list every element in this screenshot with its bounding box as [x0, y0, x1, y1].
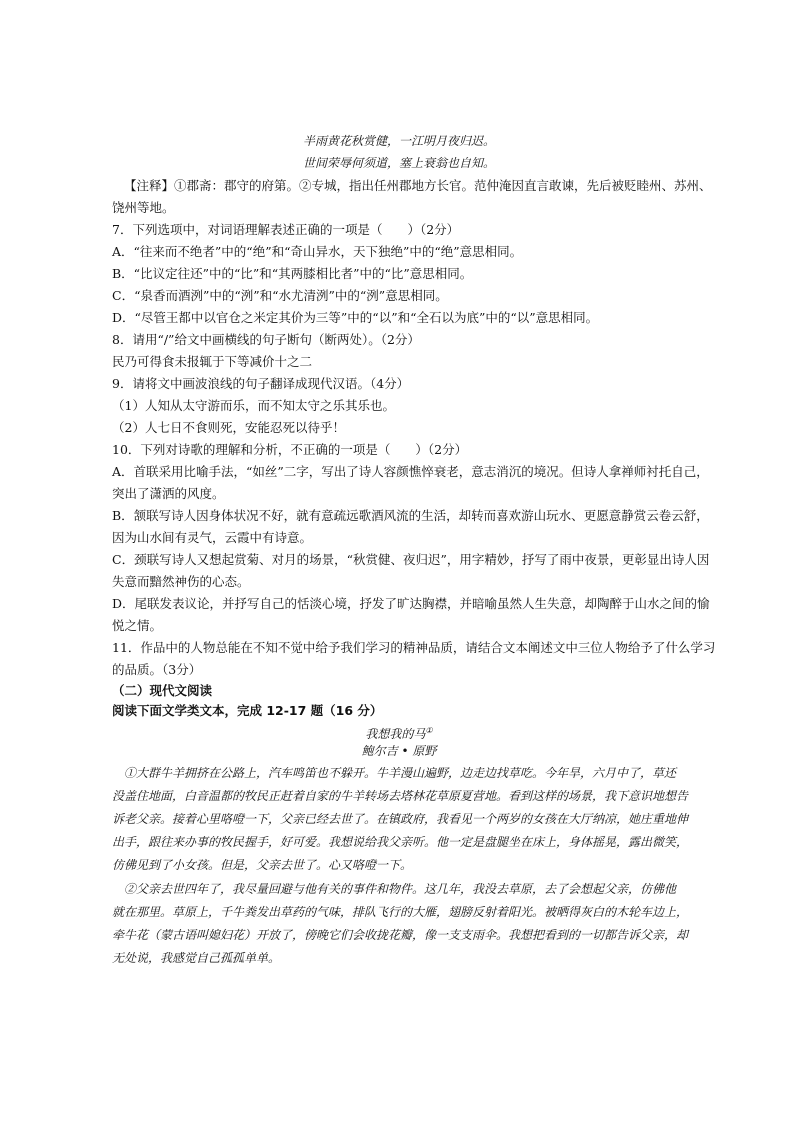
- question-7-option-c: C．“泉香而酒洌”中的“洌”和“水尤清洌”中的“洌”意思相同。: [112, 288, 448, 303]
- question-11-line-1: 11．作品中的人物总能在不知不觉中给予我们学习的精神品质，请结合文本阐述文中三位人物给予了什么学习: [112, 640, 716, 655]
- poem-line-1: 半雨黄花秋赏健，一江明月夜归迟。: [302, 134, 495, 148]
- poem-line-2: 世间荣辱何须道，塞上衰翁也自知。: [302, 156, 495, 170]
- question-10-option-d-line-1: D．尾联发表议论，并抒写自己的恬淡心境，抒发了旷达胸襟，并暗喻虽然人生失意，却陶醉于山水之间的愉: [112, 596, 710, 611]
- question-10-option-c-line-1: C．颈联写诗人又想起赏菊、对月的场景，“秋赏健、夜归迟”，用字精妙，抒写了雨中夜景，更彰显出诗人因: [112, 552, 710, 567]
- article-title-footnote-marker: ①: [425, 726, 433, 735]
- paragraph-2-line-3: 牵牛花（蒙古语叫媳妇花）开放了，傍晚它们会收拢花瓣，像一支支雨伞。我想把看到的一切都告诉父亲，却: [112, 928, 689, 942]
- question-10-option-d-line-2: 悦之情。: [112, 618, 163, 633]
- note-line-1: 【注释】①郡斋：郡守的府第。②专城，指出任州郡地方长官。范仲淹因直言敢谏，先后被贬睦州、苏州、: [124, 178, 712, 193]
- question-9-sentence-2: （2）人七日不食则死，安能忍死以待乎！: [112, 420, 345, 435]
- question-7-option-d: D．“尽管王都中以官仓之米定其价为三等”中的“以”和“全石以为底”中的“以”意思相同。: [112, 310, 599, 325]
- question-7-option-a: A．“往来而不绝者”中的“绝”和“奇山异水，天下独绝”中的“绝”意思相同。: [112, 244, 523, 259]
- question-7-stem: 7．下列选项中，对词语理解表述正确的一项是（ ）（2分）: [112, 222, 460, 237]
- paragraph-1-line-3: 诉老父亲。接着心里咯噔一下，父亲已经去世了。在镇政府，我看见一个两岁的女孩在大厅纳凉，她庄重地伸: [112, 812, 689, 826]
- paragraph-2-line-1: ②父亲去世四年了，我尽量回避与他有关的事件和物件。这几年，我没去草原，去了会想起父亲，仿佛他: [124, 882, 677, 896]
- question-10-option-b-line-2: 因为山水间有灵气，云霞中有诗意。: [112, 530, 313, 545]
- article-author: 鲍尔吉 • 原野: [361, 744, 437, 758]
- question-7-option-b: B．“比议定往还”中的“比”和“其两膝相比者”中的“比”意思相同。: [112, 266, 473, 281]
- question-10-stem: 10．下列对诗歌的理解和分析，不正确的一项是（ ）（2分）: [112, 442, 468, 457]
- question-10-option-b-line-1: B．颔联写诗人因身体状况不好，就有意疏远歌酒风流的生活，却转而喜欢游山玩水、更愿意静赏云卷云舒，: [112, 508, 709, 523]
- paragraph-1-line-1: ①大群牛羊拥挤在公路上，汽车鸣笛也不躲开。牛羊漫山遍野，边走边找草吃。今年旱，六月中了，草还: [124, 766, 677, 780]
- paragraph-1-line-5: 仿佛见到了小女孩。但是，父亲去世了。心又咯噔一下。: [112, 858, 413, 872]
- question-11-line-2: 的品质。（3分）: [112, 662, 202, 677]
- question-10-option-c-line-2: 失意而黯然神伤的心态。: [112, 574, 250, 589]
- section-instruction: 阅读下面文学类文本，完成 12-17 题（16 分）: [112, 703, 383, 718]
- paragraph-2-line-2: 就在那里。草原上，千牛粪发出草药的气味，排队飞行的大雁，翅膀反射着阳光。被晒得灰白的木轮车边上，: [112, 905, 689, 919]
- question-10-option-a-line-1: A．首联采用比喻手法，“如丝”二字，写出了诗人容颜憔悴衰老，意志消沉的境况。但诗人拿禅师衬托自己，: [112, 464, 709, 479]
- question-9-sentence-1: （1）人知从太守游而乐，而不知太守之乐其乐也。: [112, 398, 395, 413]
- paragraph-2-line-4: 无处说，我感觉自己孤孤单单。: [112, 951, 281, 965]
- question-10-option-a-line-2: 突出了潇洒的风度。: [112, 486, 225, 501]
- paragraph-1-line-2: 没盖住地面，白音温都的牧民正赶着自家的牛羊转场去塔林花草原夏营地。看到这样的场景，我下意识地想告: [112, 789, 689, 803]
- question-9-stem: 9．请将文中画波浪线的句子翻译成现代汉语。（4分）: [112, 376, 410, 391]
- section-heading: （二）现代文阅读: [112, 683, 213, 698]
- paragraph-1-line-4: 出手，跟往来办事的牧民握手，好可爱。我想说给我父亲听。他一定是盘腿坐在床上，身体摇晃，露出微笑，: [112, 835, 689, 849]
- note-line-2: 饶州等地。: [112, 200, 175, 215]
- question-8-text: 民乃可得食未报辄于下等减价十之二: [112, 354, 313, 369]
- article-title-text: 我想我的马: [365, 727, 426, 741]
- question-8-stem: 8．请用“/”给文中画横线的句子断句（断两处）。（2分）: [112, 332, 420, 347]
